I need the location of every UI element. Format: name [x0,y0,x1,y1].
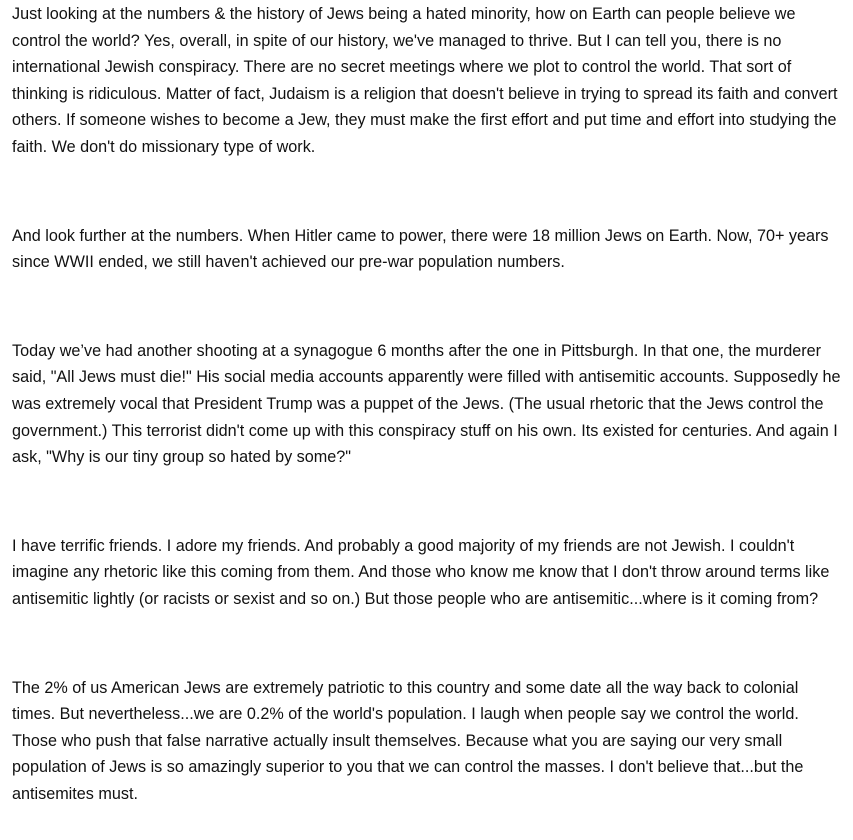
paragraph-numbers-history: Just looking at the numbers & the history of Jews being a hated minority, how on Earth can people believe we control the world? Yes, overall, in spite of our history, we've managed to thrive. But I can tell you, there is no international Jewish conspiracy. There are no secret meetings where we plot to control the world. That sort of thinking is ridiculous. Matter of fact, Judaism is a religion that doesn't believe in trying to spread its faith and convert others. If someone wishes to become a Jew, they must make the first effort and put time and effort into studying the faith. We don't do missionary type of work. [12,5,838,156]
paragraph-synagogue-shooting: Today we’ve had another shooting at a synagogue 6 months after the one in Pittsburgh. In that one, the murderer said, "All Jews must die!" His social media accounts apparently were filled with antisemitic accounts. Supposedly he was extremely vocal that President Trump was a puppet of the Jews. (The usual rhetoric that the Jews control the government.) This terrorist didn't come up with this conspiracy stuff on his own. Its existed for centuries. And again I ask, "Why is our tiny group so hated by some?" [12,341,841,467]
paragraph-population: And look further at the numbers. When Hitler came to power, there were 18 million Jews on Earth. Now, 70+ years since WWII ended, we still haven't achieved our pre-war population numbers. [12,226,829,272]
document-body [12,0,842,807]
paragraph-american-jews: The 2% of us American Jews are extremely patriotic to this country and some date all the way back to colonial times. But nevertheless...we are 0.2% of the world's population. I laugh when people say we control the world. Those who push that false narrative actually insult themselves. Because what you are saying our very small population of Jews is so amazingly superior to you that we can control the masses. I don't believe that...but the antisemites must. [12,678,804,803]
paragraph-friends: I have terrific friends. I adore my friends. And probably a good majority of my friends are not Jewish. I couldn't imagine any rhetoric like this coming from them. And those who know me know that I don't throw around terms like antisemitic lightly (or racists or sexist and so on.) But those people who are antisemitic...where is it coming from? [12,536,830,608]
